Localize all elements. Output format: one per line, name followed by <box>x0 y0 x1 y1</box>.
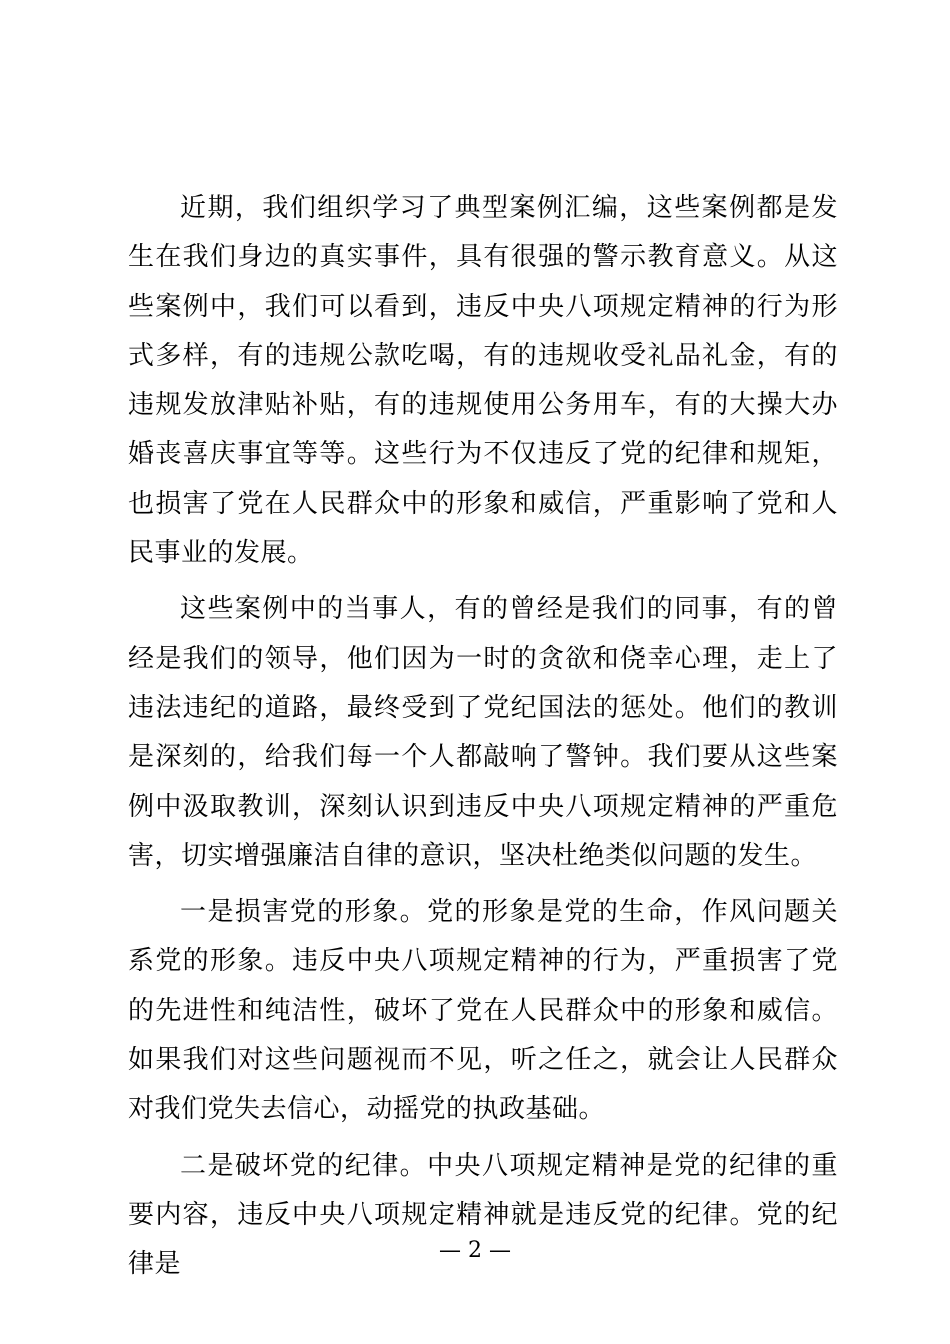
paragraph-4: 二是破坏党的纪律。中央八项规定精神是党的纪律的重要内容，违反中央八项规定精神就是违反党的纪律。党的纪律是 <box>128 1150 838 1280</box>
paragraph-3: 一是损害党的形象。党的形象是党的生命，作风问题关系党的形象。违反中央八项规定精神的行为，严重损害了党的先进性和纯洁性，破坏了党在人民群众中的形象和威信。如果我们对这些问题视而不见，听之任之，就会让人民群众对我们党失去信心，动摇党的执政基础。 <box>128 897 838 1125</box>
body-text <box>128 184 838 1297</box>
paragraph-1: 近期，我们组织学习了典型案例汇编，这些案例都是发生在我们身边的真实事件，具有很强的警示教育意义。从这些案例中，我们可以看到，违反中央八项规定精神的行为形式多样，有的违规公款吃喝，有的违规收受礼品礼金，有的违规发放津贴补贴，有的违规使用公务用车，有的大操大办婚丧喜庆事宜等等。这些行为不仅违反了党的纪律和规矩，也损害了党在人民群众中的形象和威信，严重影响了党和人民事业的发展。 <box>128 193 838 569</box>
page-number: — 2 — <box>439 1238 511 1263</box>
paragraph-2: 这些案例中的当事人，有的曾经是我们的同事，有的曾经是我们的领导，他们因为一时的贪欲和侥幸心理，走上了违法违纪的道路，最终受到了党纪国法的惩处。他们的教训是深刻的，给我们每一个人都敲响了警钟。我们要从这些案例中汲取教训，深刻认识到违反中央八项规定精神的严重危害，切实增强廉洁自律的意识，坚决杜绝类似问题的发生。 <box>128 594 838 871</box>
